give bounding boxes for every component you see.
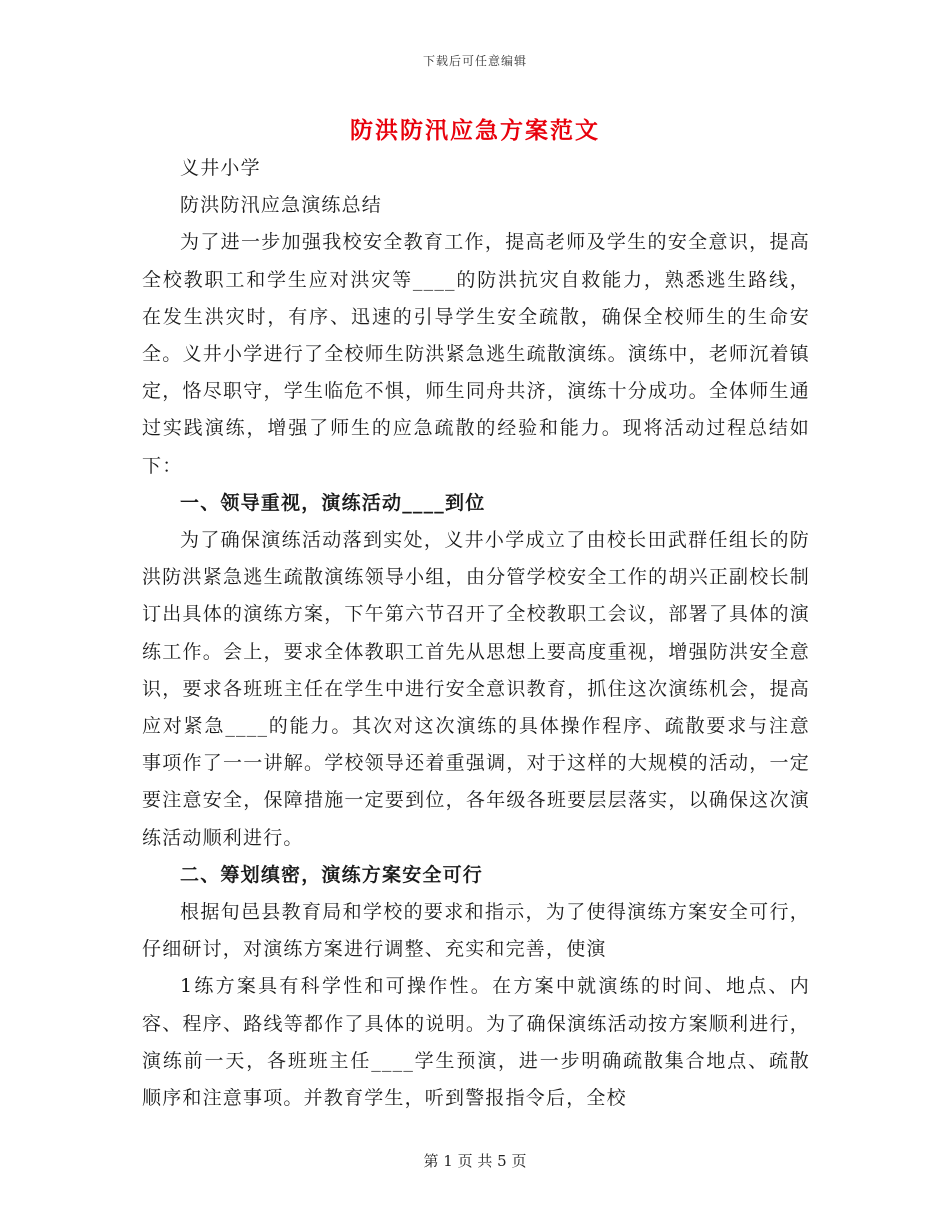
section-heading-1: 一、领导重视，演练活动____到位 [180,491,486,514]
paragraph-subtitle: 防洪防汛应急演练总结 [180,194,383,217]
document-body [142,150,810,1117]
paragraph-section-2a: 根据旬邑县教育局和学校的要求和指示，为了使得演练方案安全可行，仔细研讨，对演练方案进行调整、充实和完善，使演 [142,901,810,961]
document-title: 防洪防汛应急方案范文 [350,117,600,144]
page-number: 第 1 页 共 5 页 [423,1152,527,1170]
paragraph-section-1: 为了确保演练活动落到实处，义井小学成立了由校长田武群任组长的防洪防洪紧急逃生疏散演练领导小组，由分管学校安全工作的胡兴正副校长制订出具体的演练方案，下午第六节召开了全校教职工会议，部署了具体的演练工作。会上，要求全体教职工首先从思想上要高度重视，增强防洪安全意识，要求各班班主任在学生中进行安全意识教育，抓住这次演练机会，提高应对紧急____的能力。其次对这次演练的具体操作程序、疏散要求与注意事项作了一一讲解。学校领导还着重强调，对于这样的大规模的活动，一定要注意安全，保障措施一定要到位，各年级各班要层层落实，以确保这次演练活动顺利进行。 [142,529,810,849]
section-heading-2: 二、筹划缜密，演练方案安全可行 [180,863,484,886]
paragraph-intro: 为了进一步加强我校安全教育工作，提高老师及学生的安全意识，提高全校教职工和学生应对洪灾等____的防洪抗灾自救能力，熟悉逃生路线，在发生洪灾时，有序、迅速的引导学生安全疏散，确保全校师生的生命安全。义井小学进行了全校师生防洪紧急逃生疏散演练。演练中，老师沉着镇定，恪尽职守，学生临危不惧，师生同舟共济，演练十分成功。全体师生通过实践演练，增强了师生的应急疏散的经验和能力。现将活动过程总结如下： [142,231,810,477]
paragraph-school-name: 义井小学 [180,157,261,179]
paragraph-section-2b: 1练方案具有科学性和可操作性。在方案中就演练的时间、地点、内容、程序、路线等都作了具体的说明。为了确保演练活动按方案顺利进行，演练前一天，各班班主任____学生预演，进一步明确疏散集合地点、疏散顺序和注意事项。并教育学生，听到警报指令后，全校 [142,975,810,1110]
header-note: 下载后可任意编辑 [422,54,527,68]
